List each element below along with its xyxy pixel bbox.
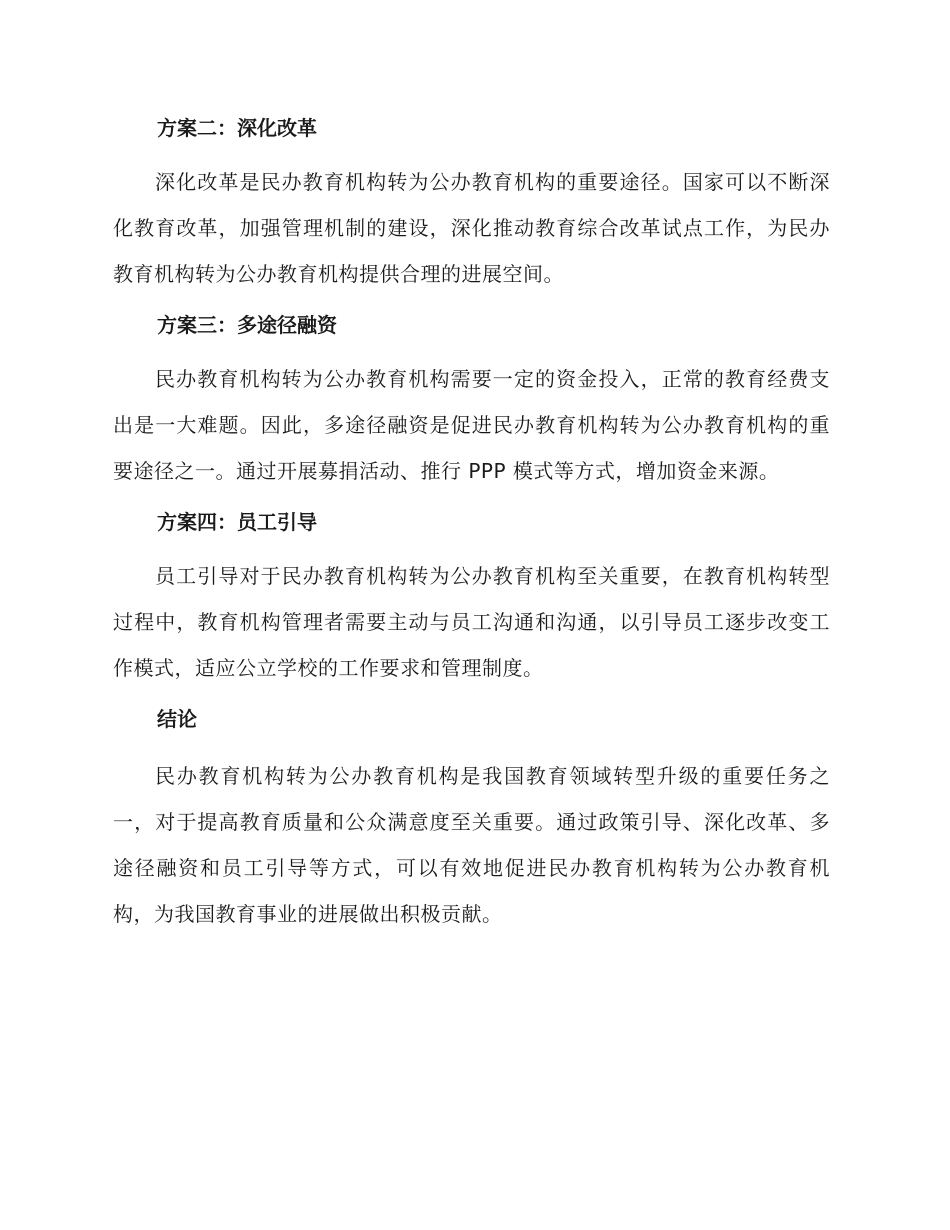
section-heading-conclusion: 结论 xyxy=(157,707,197,731)
section-body-conclusion: 民办教育机构转为公办教育机构是我国教育领域转型升级的重要任务之一，对于提高教育质量和公众满意度至关重要。通过政策引导、深化改革、多途径融资和员工引导等方式，可以有效地促进民办教育机构转为公办教育机构，为我国教育事业的进展做出积极贡献。 xyxy=(113,764,830,926)
section-heading-financing: 方案三：多途径融资 xyxy=(157,313,337,337)
section-body-staff-guidance: 员工引导对于民办教育机构转为公办教育机构至关重要，在教育机构转型过程中，教育机构管理者需要主动与员工沟通和沟通，以引导员工逐步改变工作模式，适应公立学校的工作要求和管理制度。 xyxy=(113,564,830,680)
section-heading-staff-guidance: 方案四：员工引导 xyxy=(157,510,317,534)
section-body-financing: 民办教育机构转为公办教育机构需要一定的资金投入，正常的教育经费支出是一大难题。因此，多途径融资是促进民办教育机构转为公办教育机构的重要途径之一。通过开展募捐活动、推行 PPP 模式等方式，增加资金来源。 xyxy=(113,367,830,483)
section-heading-reform: 方案二：深化改革 xyxy=(157,116,317,140)
document-page xyxy=(113,110,830,937)
section-body-reform: 深化改革是民办教育机构转为公办教育机构的重要途径。国家可以不断深化教育改革，加强管理机制的建设，深化推动教育综合改革试点工作，为民办教育机构转为公办教育机构提供合理的进展空间。 xyxy=(113,170,830,286)
